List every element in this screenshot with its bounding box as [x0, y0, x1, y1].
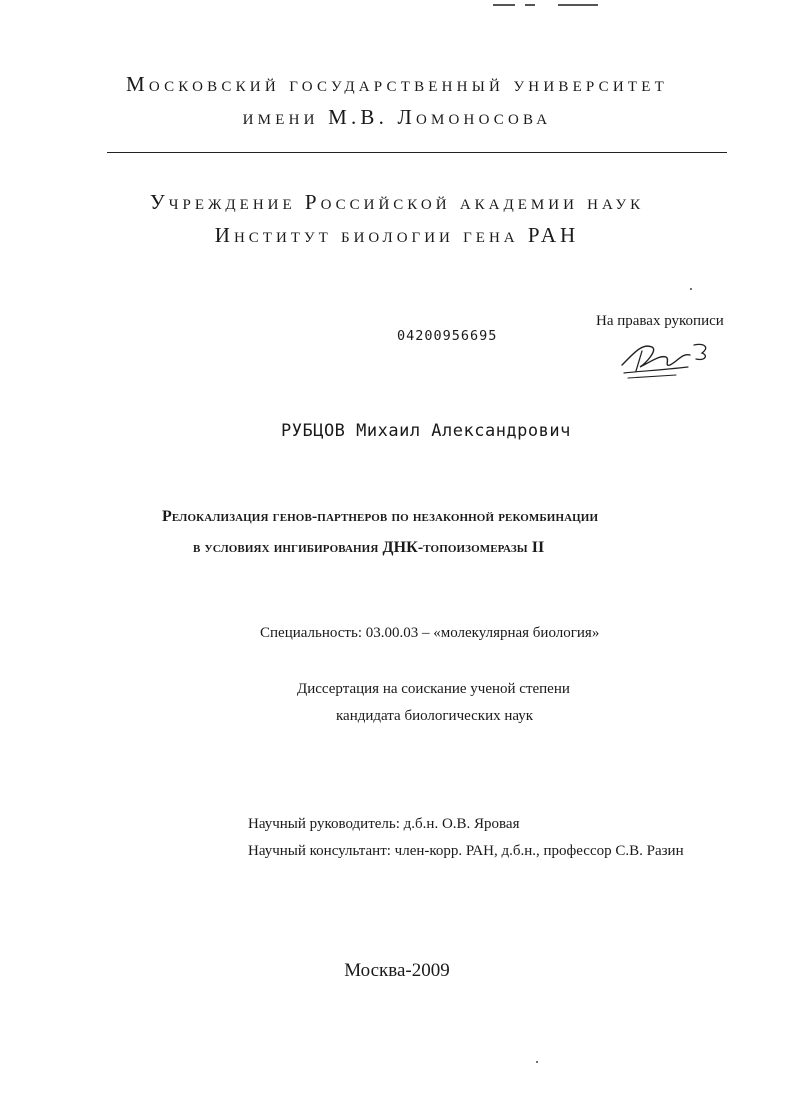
scan-dot [690, 288, 692, 290]
archive-code: 04200956695 [397, 328, 498, 344]
degree-line: Диссертация на соискание ученой степени [297, 681, 570, 697]
header-rule [107, 152, 727, 153]
city-year: Москва-2009 [344, 960, 450, 981]
scan-mark [493, 4, 515, 6]
specialty: Специальность: 03.00.03 – «молекулярная биология» [260, 625, 600, 641]
dissertation-title-2: в условиях ингибирования ДНК-топоизомеразы II [193, 539, 545, 556]
institution-name-2: Институт биологии гена РАН [214, 223, 580, 247]
university-name: Московский государственный университет [126, 72, 668, 96]
consultant: Научный консультант: член-корр. РАН, д.б.н., профессор С.В. Разин [248, 843, 684, 859]
dissertation-title: Релокализация генов-партнеров по незаконной рекомбинации [162, 508, 599, 525]
scan-mark [525, 4, 535, 6]
rights-note: На правах рукописи [596, 313, 724, 329]
degree-line-2: кандидата биологических наук [336, 708, 534, 724]
university-name-2: имени М.В. Ломоносова [242, 105, 552, 129]
signature-icon [612, 333, 716, 383]
scan-mark [558, 4, 598, 6]
author-name: РУБЦОВ Михаил Александрович [281, 421, 571, 441]
institution-name: Учреждение Российской академии наук [149, 190, 645, 214]
scan-dot [536, 1061, 538, 1063]
supervisor: Научный руководитель: д.б.н. О.В. Яровая [248, 816, 520, 832]
